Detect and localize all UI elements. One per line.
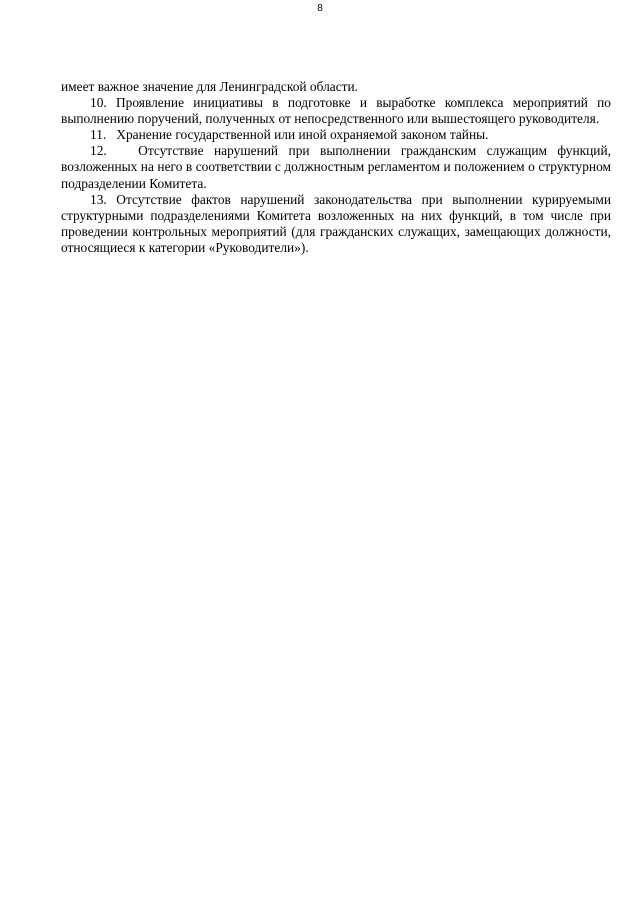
item-text: Отсутствие нарушений при выполнении гражданским служащим функций, возложенных на него в соответствии с должностным регламентом и положением о структурном подразделении Комитета. (61, 143, 611, 191)
item-text: Хранение государственной или иной охраняемой законом тайны. (116, 127, 489, 143)
item-text: Отсутствие фактов нарушений законодательства при выполнении курируемыми структурными подразделениями Комитета возложенных на них функций, в том числе при проведении контрольных мероприятий (для гражданских служащих, замещающих должности, относящиеся к категории «Руководители»). (61, 191, 611, 255)
item-number: 12. (90, 143, 107, 159)
paragraph-continuation: имеет важное значение для Ленинградской области. (61, 79, 359, 94)
list-item (61, 143, 611, 191)
page-number: 8 (317, 3, 323, 14)
item-number: 13. (90, 191, 107, 207)
list-item (61, 127, 611, 143)
document-body (61, 79, 611, 256)
item-number: 10. (90, 95, 107, 111)
list-item (61, 95, 611, 127)
item-number: 11. (90, 127, 107, 143)
item-text: Проявление инициативы в подготовке и выработке комплекса мероприятий по выполнению поручений, полученных от непосредственного или вышестоящего руководителя. (61, 95, 611, 127)
list-item (61, 192, 611, 256)
